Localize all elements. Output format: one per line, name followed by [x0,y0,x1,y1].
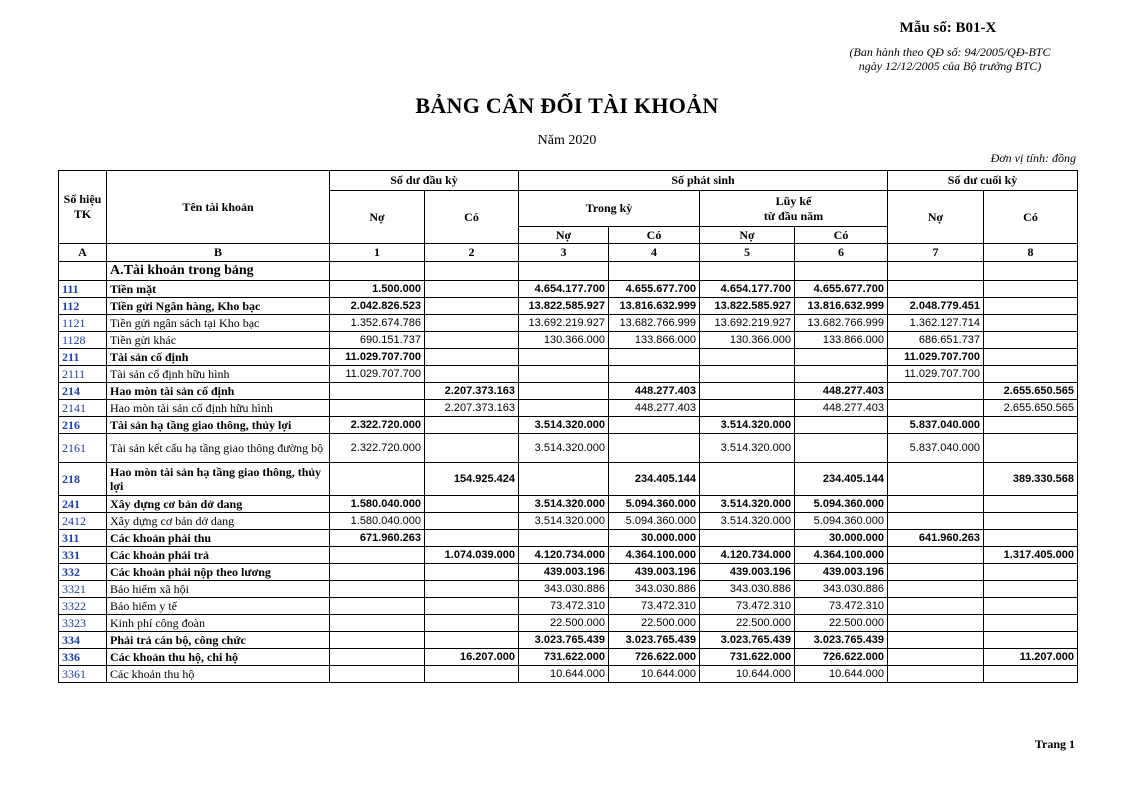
table-row [59,513,1078,530]
cell-cumulative-credit: 133.866.000 [795,332,888,349]
cell-period-debit [519,366,609,383]
cell-opening-debit: 1.500.000 [330,281,425,298]
account-code: 3323 [59,615,107,632]
account-name: Kinh phí công đoàn [107,615,330,632]
account-name: Tài sản cố định [107,349,330,366]
account-name: Các khoản phải trả [107,547,330,564]
cell-period-debit: 4.120.734.000 [519,547,609,564]
cell-opening-debit [330,649,425,666]
cell-closing-debit [888,632,984,649]
account-name: Tiền gửi Ngân hàng, Kho bạc [107,298,330,315]
cell-period-debit: 343.030.886 [519,581,609,598]
cell-period-debit: 130.366.000 [519,332,609,349]
account-name: Tài sản cố định hữu hình [107,366,330,383]
section-title: A.Tài khoản trong bảng [107,262,330,281]
cell-cumulative-credit: 13.816.632.999 [795,298,888,315]
account-code: 331 [59,547,107,564]
cell-period-credit [609,417,700,434]
cell-period-credit: 10.644.000 [609,666,700,683]
cell-cumulative-debit: 3.514.320.000 [700,434,795,463]
cell-opening-credit [425,598,519,615]
header-closing-credit: Có [984,191,1078,244]
account-name: Các khoản phải nộp theo lương [107,564,330,581]
cell-opening-debit: 1.352.674.786 [330,315,425,332]
cell-cumulative-debit [700,366,795,383]
cell-opening-debit [330,666,425,683]
cell-cumulative-credit: 5.094.360.000 [795,513,888,530]
cell-closing-credit [984,598,1078,615]
section-row [59,262,1078,281]
cell-cumulative-credit: 3.023.765.439 [795,632,888,649]
cell-cumulative-credit: 13.682.766.999 [795,315,888,332]
cell-closing-debit [888,513,984,530]
cell-opening-debit: 11.029.707.700 [330,366,425,383]
table-row [59,315,1078,332]
cell-period-credit: 22.500.000 [609,615,700,632]
account-name: Bảo hiểm y tế [107,598,330,615]
cell-closing-debit [888,615,984,632]
cell-cumulative-credit [795,434,888,463]
cell-opening-debit [330,400,425,417]
cell-closing-credit [984,581,1078,598]
cell-closing-credit [984,315,1078,332]
account-code: 3321 [59,581,107,598]
cell-opening-debit: 1.580.040.000 [330,496,425,513]
header-in-period: Trong kỳ [519,191,700,227]
cell-opening-debit [330,581,425,598]
section-empty-cell [425,262,519,281]
cell-closing-credit: 11.207.000 [984,649,1078,666]
header-account-name: Tên tài khoản [107,171,330,244]
account-code: 2161 [59,434,107,463]
cell-opening-debit [330,383,425,400]
cell-cumulative-credit: 448.277.403 [795,400,888,417]
cell-cumulative-credit: 448.277.403 [795,383,888,400]
cell-opening-credit [425,298,519,315]
account-code: 216 [59,417,107,434]
account-name: Các khoản phải thu [107,530,330,547]
cell-opening-debit: 2.042.826.523 [330,298,425,315]
cell-cumulative-debit: 4.120.734.000 [700,547,795,564]
account-code: 3361 [59,666,107,683]
cell-opening-credit: 2.207.373.163 [425,400,519,417]
cell-closing-debit [888,400,984,417]
cell-cumulative-debit: 13.692.219.927 [700,315,795,332]
cell-cumulative-credit [795,366,888,383]
cell-cumulative-credit: 234.405.144 [795,463,888,496]
account-name: Xây dựng cơ bản dở dang [107,513,330,530]
cell-period-credit: 5.094.360.000 [609,496,700,513]
cell-cumulative-credit [795,349,888,366]
header-opening-debit: Nợ [330,191,425,244]
cell-opening-credit [425,434,519,463]
cell-period-credit [609,366,700,383]
cell-closing-credit: 1.317.405.000 [984,547,1078,564]
cell-period-credit: 4.655.677.700 [609,281,700,298]
cell-opening-credit [425,496,519,513]
currency-unit: Đơn vị tính: đồng [990,151,1076,165]
account-code: 2141 [59,400,107,417]
index-2: 2 [425,244,519,262]
cell-period-credit: 439.003.196 [609,564,700,581]
cell-opening-debit: 2.322.720.000 [330,434,425,463]
account-code: 311 [59,530,107,547]
cell-period-debit [519,383,609,400]
cell-period-debit: 3.514.320.000 [519,513,609,530]
account-name: Hao mòn tài sản cố định hữu hình [107,400,330,417]
cell-closing-debit [888,666,984,683]
table-row [59,383,1078,400]
cell-period-credit: 73.472.310 [609,598,700,615]
cell-opening-credit [425,632,519,649]
cell-cumulative-debit: 3.514.320.000 [700,513,795,530]
account-name: Tài sản hạ tầng giao thông, thủy lợi [107,417,330,434]
cell-cumulative-debit [700,530,795,547]
cell-cumulative-debit [700,383,795,400]
cell-cumulative-credit: 30.000.000 [795,530,888,547]
account-code: 1121 [59,315,107,332]
cell-cumulative-debit: 10.644.000 [700,666,795,683]
cell-period-debit: 731.622.000 [519,649,609,666]
cell-closing-credit [984,298,1078,315]
cell-closing-debit: 11.029.707.700 [888,349,984,366]
cell-opening-debit: 2.322.720.000 [330,417,425,434]
decree-line-2: ngày 12/12/2005 của Bộ trưởng BTC) [858,59,1042,73]
cell-cumulative-debit: 343.030.886 [700,581,795,598]
section-code-cell [59,262,107,281]
cell-cumulative-credit: 73.472.310 [795,598,888,615]
cell-cumulative-debit: 13.822.585.927 [700,298,795,315]
cell-period-credit: 3.023.765.439 [609,632,700,649]
cell-opening-credit [425,366,519,383]
cell-cumulative-debit: 3.023.765.439 [700,632,795,649]
cell-opening-debit: 690.151.737 [330,332,425,349]
cell-period-debit: 3.023.765.439 [519,632,609,649]
account-code: 214 [59,383,107,400]
cell-closing-credit [984,281,1078,298]
cell-opening-debit [330,547,425,564]
table-row [59,496,1078,513]
table-row [59,564,1078,581]
cell-cumulative-credit: 10.644.000 [795,666,888,683]
cell-period-debit: 4.654.177.700 [519,281,609,298]
account-name: Tài sản kết cấu hạ tầng giao thông đường bộ [107,434,330,463]
cell-opening-credit [425,281,519,298]
header-cumulative-credit: Có [795,227,888,244]
account-code: 332 [59,564,107,581]
cell-closing-credit [984,417,1078,434]
cell-closing-debit [888,649,984,666]
table-row [59,366,1078,383]
cell-period-credit: 133.866.000 [609,332,700,349]
cell-opening-debit: 11.029.707.700 [330,349,425,366]
cell-closing-credit: 2.655.650.565 [984,400,1078,417]
cell-period-credit: 343.030.886 [609,581,700,598]
account-code: 334 [59,632,107,649]
cell-closing-debit: 5.837.040.000 [888,417,984,434]
cell-period-credit [609,434,700,463]
cell-cumulative-credit: 439.003.196 [795,564,888,581]
index-1: 1 [330,244,425,262]
section-empty-cell [984,262,1078,281]
cell-period-debit [519,530,609,547]
header-cumulative [700,191,888,227]
account-code: 2412 [59,513,107,530]
report-year: Năm 2020 [537,133,597,148]
cell-period-credit: 5.094.360.000 [609,513,700,530]
cell-cumulative-debit: 22.500.000 [700,615,795,632]
account-name: Tiền gửi khác [107,332,330,349]
page-number: Trang 1 [1034,737,1075,751]
cell-opening-debit: 671.960.263 [330,530,425,547]
cell-closing-debit: 11.029.707.700 [888,366,984,383]
cell-closing-debit: 686.651.737 [888,332,984,349]
table-row [59,400,1078,417]
account-name: Hao mòn tài sản hạ tầng giao thông, thủy lợi [107,463,330,496]
section-empty-cell [519,262,609,281]
cell-closing-debit: 641.960.263 [888,530,984,547]
table-row [59,332,1078,349]
cell-opening-credit [425,417,519,434]
table-row [59,581,1078,598]
cell-cumulative-credit: 343.030.886 [795,581,888,598]
header-account-code: Số hiệu TK [59,171,107,244]
section-empty-cell [795,262,888,281]
account-name: Phải trả cán bộ, công chức [107,632,330,649]
cell-opening-credit: 2.207.373.163 [425,383,519,400]
table-header [59,171,1078,262]
cell-period-debit: 3.514.320.000 [519,417,609,434]
cell-closing-debit [888,598,984,615]
table-row [59,463,1078,496]
table-row [59,434,1078,463]
cell-opening-credit [425,349,519,366]
cell-closing-debit [888,463,984,496]
cell-period-credit: 234.405.144 [609,463,700,496]
cell-opening-credit: 16.207.000 [425,649,519,666]
account-name: Các khoản thu hộ [107,666,330,683]
cell-closing-credit [984,564,1078,581]
index-8: 8 [984,244,1078,262]
decree-note [800,45,1100,73]
cell-cumulative-credit: 22.500.000 [795,615,888,632]
cell-opening-credit: 1.074.039.000 [425,547,519,564]
account-name: Tiền mặt [107,281,330,298]
cell-closing-credit [984,632,1078,649]
account-code: 241 [59,496,107,513]
cell-period-credit: 448.277.403 [609,400,700,417]
table-row [59,632,1078,649]
cell-opening-credit [425,564,519,581]
cell-closing-credit [984,666,1078,683]
cell-cumulative-credit: 5.094.360.000 [795,496,888,513]
cell-closing-credit [984,366,1078,383]
cell-closing-credit: 2.655.650.565 [984,383,1078,400]
cell-opening-debit: 1.580.040.000 [330,513,425,530]
decree-line-1: (Ban hành theo QĐ số: 94/2005/QĐ-BTC [849,45,1051,59]
cell-opening-credit [425,666,519,683]
cell-closing-credit [984,530,1078,547]
cell-closing-debit [888,496,984,513]
cell-period-debit: 13.822.585.927 [519,298,609,315]
header-closing-debit: Nợ [888,191,984,244]
cell-opening-credit [425,581,519,598]
table-row [59,298,1078,315]
cell-period-debit: 3.514.320.000 [519,496,609,513]
account-code: 211 [59,349,107,366]
cell-opening-debit [330,615,425,632]
cell-closing-credit [984,615,1078,632]
account-code: 336 [59,649,107,666]
trial-balance-table [58,170,1078,683]
header-opening-balance: Số dư đầu kỳ [330,171,519,191]
cell-closing-debit: 1.362.127.714 [888,315,984,332]
account-code: 218 [59,463,107,496]
cell-cumulative-debit [700,400,795,417]
section-empty-cell [330,262,425,281]
table-row [59,417,1078,434]
account-name: Xây dựng cơ bản dở dang [107,496,330,513]
section-empty-cell [609,262,700,281]
cell-cumulative-credit: 726.622.000 [795,649,888,666]
cell-opening-credit [425,513,519,530]
table-row [59,530,1078,547]
cell-period-debit: 13.692.219.927 [519,315,609,332]
account-code: 2111 [59,366,107,383]
cell-period-debit [519,349,609,366]
table-row [59,281,1078,298]
cell-period-debit: 10.644.000 [519,666,609,683]
account-code: 3322 [59,598,107,615]
header-movements: Số phát sinh [519,171,888,191]
index-b: B [107,244,330,262]
index-a: A [59,244,107,262]
account-name: Tiền gửi ngân sách tại Kho bạc [107,315,330,332]
cell-closing-credit [984,349,1078,366]
cell-closing-debit [888,564,984,581]
cell-closing-debit [888,581,984,598]
table-body [59,262,1078,683]
index-3: 3 [519,244,609,262]
cell-period-debit: 3.514.320.000 [519,434,609,463]
cell-cumulative-debit: 3.514.320.000 [700,496,795,513]
cell-closing-credit [984,332,1078,349]
table-row [59,666,1078,683]
cell-opening-credit [425,615,519,632]
cell-closing-debit [888,383,984,400]
section-empty-cell [888,262,984,281]
cell-cumulative-debit: 4.654.177.700 [700,281,795,298]
cell-opening-credit: 154.925.424 [425,463,519,496]
cell-cumulative-debit: 3.514.320.000 [700,417,795,434]
form-code: Mẫu số: B01-X [899,20,997,36]
cell-period-debit: 73.472.310 [519,598,609,615]
header-cumulative-debit: Nợ [700,227,795,244]
index-6: 6 [795,244,888,262]
cell-cumulative-debit [700,463,795,496]
cell-closing-debit [888,281,984,298]
cell-opening-debit [330,463,425,496]
header-opening-credit: Có [425,191,519,244]
table-row [59,349,1078,366]
table-row [59,598,1078,615]
header-cumulative-line-1: Lũy kế [775,193,812,208]
cell-closing-credit: 389.330.568 [984,463,1078,496]
cell-cumulative-credit [795,417,888,434]
account-code: 112 [59,298,107,315]
account-code: 1128 [59,332,107,349]
cell-cumulative-credit: 4.364.100.000 [795,547,888,564]
header-period-credit: Có [609,227,700,244]
page-title: BẢNG CÂN ĐỐI TÀI KHOẢN [415,93,719,118]
cell-period-debit [519,400,609,417]
cell-opening-credit [425,332,519,349]
cell-closing-debit [888,547,984,564]
cell-cumulative-credit: 4.655.677.700 [795,281,888,298]
table-row [59,547,1078,564]
cell-closing-credit [984,513,1078,530]
header-cumulative-line-2: từ đầu năm [763,208,824,223]
header-period-debit: Nợ [519,227,609,244]
cell-cumulative-debit: 130.366.000 [700,332,795,349]
section-empty-cell [700,262,795,281]
cell-period-credit: 30.000.000 [609,530,700,547]
cell-closing-debit: 2.048.779.451 [888,298,984,315]
cell-cumulative-debit: 73.472.310 [700,598,795,615]
account-name: Bảo hiểm xã hội [107,581,330,598]
cell-closing-credit [984,496,1078,513]
cell-period-credit: 13.682.766.999 [609,315,700,332]
cell-opening-debit [330,632,425,649]
index-5: 5 [700,244,795,262]
cell-period-credit: 4.364.100.000 [609,547,700,564]
cell-period-debit [519,463,609,496]
cell-period-credit [609,349,700,366]
account-name: Hao mòn tài sản cố định [107,383,330,400]
cell-closing-debit: 5.837.040.000 [888,434,984,463]
account-code: 111 [59,281,107,298]
index-7: 7 [888,244,984,262]
cell-opening-credit [425,530,519,547]
account-name: Các khoản thu hộ, chi hộ [107,649,330,666]
table-row [59,649,1078,666]
cell-period-debit: 439.003.196 [519,564,609,581]
cell-cumulative-debit [700,349,795,366]
index-4: 4 [609,244,700,262]
cell-period-credit: 13.816.632.999 [609,298,700,315]
cell-opening-debit [330,564,425,581]
cell-period-debit: 22.500.000 [519,615,609,632]
table-row [59,615,1078,632]
cell-period-credit: 726.622.000 [609,649,700,666]
cell-closing-credit [984,434,1078,463]
cell-period-credit: 448.277.403 [609,383,700,400]
cell-cumulative-debit: 731.622.000 [700,649,795,666]
cell-cumulative-debit: 439.003.196 [700,564,795,581]
cell-opening-debit [330,598,425,615]
header-closing-balance: Số dư cuối kỳ [888,171,1078,191]
cell-opening-credit [425,315,519,332]
